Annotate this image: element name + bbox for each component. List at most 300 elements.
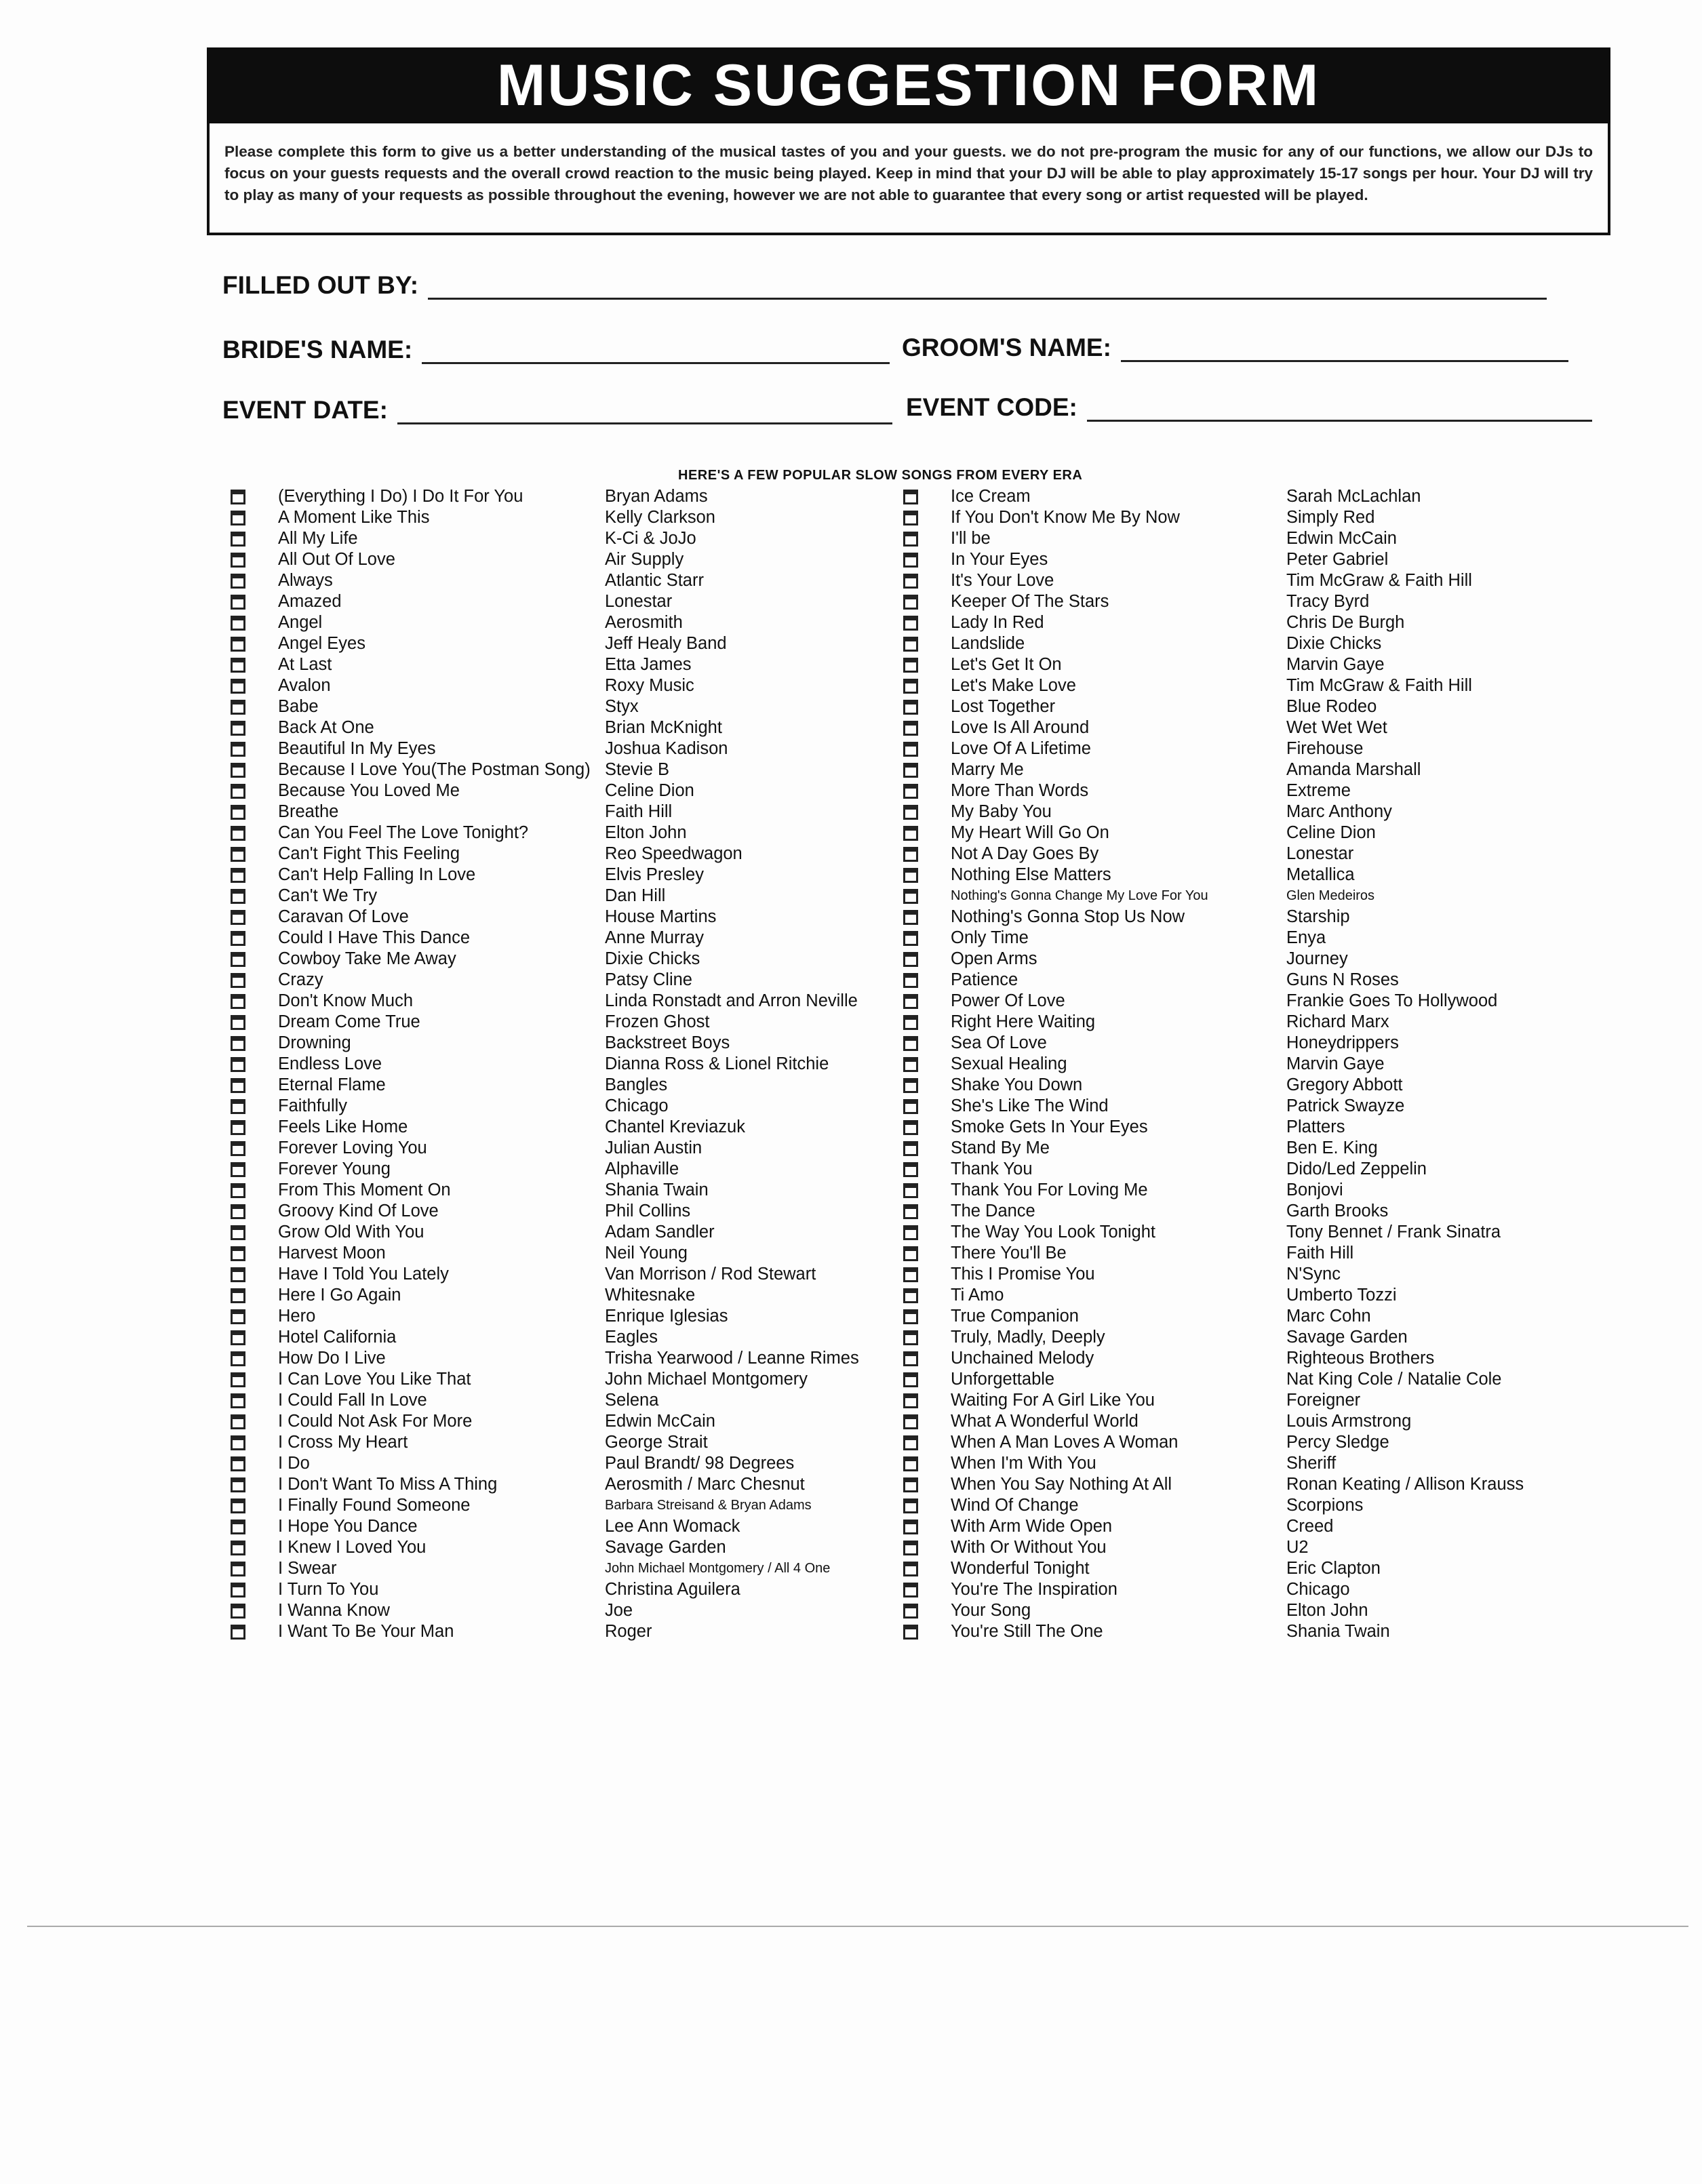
list-item <box>903 549 1568 570</box>
song-artist: Marvin Gaye <box>1286 1054 1385 1073</box>
checkbox[interactable] <box>231 973 245 988</box>
checkbox[interactable] <box>903 1541 918 1555</box>
checkbox[interactable] <box>903 1456 918 1471</box>
checkbox[interactable] <box>231 1036 245 1051</box>
song-title: Ice Cream <box>951 487 1031 506</box>
checkbox[interactable] <box>231 1393 245 1408</box>
checkbox[interactable] <box>231 1520 245 1534</box>
song-title: Avalon <box>278 676 331 695</box>
grooms-name-field[interactable] <box>902 334 1568 362</box>
checkbox[interactable] <box>231 1625 245 1640</box>
song-title: Stand By Me <box>951 1138 1050 1157</box>
song-artist: Alphaville <box>605 1159 679 1178</box>
checkbox[interactable] <box>903 511 918 525</box>
song-artist: Nat King Cole / Natalie Cole <box>1286 1370 1502 1389</box>
list-item <box>231 1243 895 1264</box>
checkbox[interactable] <box>903 826 918 841</box>
checkbox[interactable] <box>231 490 245 504</box>
list-item <box>903 886 1568 907</box>
checkbox[interactable] <box>231 847 245 862</box>
list-item <box>903 1621 1568 1642</box>
song-artist: K-Ci & JoJo <box>605 529 696 548</box>
checkbox[interactable] <box>903 1414 918 1429</box>
list-item <box>903 1537 1568 1558</box>
brides-name-line[interactable] <box>422 355 890 364</box>
song-title: Nothing's Gonna Change My Love For You <box>951 888 1208 903</box>
song-artist: Garth Brooks <box>1286 1202 1389 1220</box>
checkbox[interactable] <box>231 1141 245 1156</box>
list-item <box>903 780 1568 801</box>
checkbox[interactable] <box>903 742 918 757</box>
song-title: From This Moment On <box>278 1180 451 1199</box>
song-title: Your Song <box>951 1601 1031 1620</box>
list-item <box>903 633 1568 654</box>
song-title: I Want To Be Your Man <box>278 1622 454 1641</box>
song-title: Caravan Of Love <box>278 907 409 926</box>
checkbox[interactable] <box>231 910 245 925</box>
checkbox[interactable] <box>231 511 245 525</box>
list-heading: HERE'S A FEW POPULAR SLOW SONGS FROM EVERY ERA <box>678 468 1083 483</box>
song-title: Could I Have This Dance <box>278 928 471 947</box>
checkbox[interactable] <box>903 637 918 652</box>
song-artist: Marvin Gaye <box>1286 655 1385 674</box>
list-item <box>903 801 1568 822</box>
checkbox[interactable] <box>231 784 245 799</box>
list-item <box>231 928 895 949</box>
checkbox[interactable] <box>231 1414 245 1429</box>
checkbox[interactable] <box>903 868 918 883</box>
list-item <box>231 843 895 865</box>
checkbox[interactable] <box>231 1204 245 1219</box>
checkbox[interactable] <box>231 1015 245 1030</box>
song-title: Thank You For Loving Me <box>951 1180 1148 1199</box>
list-item <box>903 1096 1568 1117</box>
checkbox[interactable] <box>903 1078 918 1093</box>
checkbox[interactable] <box>903 1435 918 1450</box>
filled-out-by-line[interactable] <box>428 291 1547 300</box>
checkbox[interactable] <box>903 973 918 988</box>
song-artist: Brian McKnight <box>605 718 722 737</box>
checkbox[interactable] <box>903 1604 918 1619</box>
checkbox[interactable] <box>231 1246 245 1261</box>
song-artist: Tim McGraw & Faith Hill <box>1286 676 1472 695</box>
song-title: I Cross My Heart <box>278 1433 408 1452</box>
song-title: Wonderful Tonight <box>951 1559 1090 1578</box>
list-item <box>231 1306 895 1327</box>
song-title: Only Time <box>951 928 1029 947</box>
song-title: Sexual Healing <box>951 1054 1067 1073</box>
checkbox[interactable] <box>231 721 245 736</box>
checkbox[interactable] <box>903 616 918 631</box>
song-title: With Arm Wide Open <box>951 1517 1113 1536</box>
song-title: What A Wonderful World <box>951 1412 1139 1431</box>
song-title: Dream Come True <box>278 1012 420 1031</box>
list-item <box>903 1411 1568 1432</box>
song-title: Hero <box>278 1307 316 1326</box>
song-artist: Chicago <box>605 1096 669 1115</box>
checkbox[interactable] <box>903 1204 918 1219</box>
checkbox[interactable] <box>231 574 245 589</box>
song-title: Here I Go Again <box>278 1286 401 1305</box>
list-item <box>903 654 1568 675</box>
intro-paragraph: Please complete this form to give us a better understanding of the musical tastes of you and your guests. we do not pre-program the music for any of our functions, we allow our DJs to focus on your guests requests and the overall crowd reaction to the music being played. Keep in mind that your DJ will be able to play approximately 15-17 songs per hour. Your DJ will try to play as many of your requests as possible throughout the evening, however we are not able to guarantee that every song or artist requested will be played. <box>207 123 1610 235</box>
list-item <box>903 1474 1568 1495</box>
list-item <box>231 1075 895 1096</box>
song-title: Forever Loving You <box>278 1138 427 1157</box>
checkbox[interactable] <box>231 1583 245 1597</box>
checkbox[interactable] <box>903 1330 918 1345</box>
list-item <box>903 507 1568 528</box>
song-title: Lady In Red <box>951 613 1044 632</box>
song-artist: Faith Hill <box>1286 1244 1354 1263</box>
song-title: Angel Eyes <box>278 634 365 653</box>
checkbox[interactable] <box>231 1120 245 1135</box>
list-item <box>231 1348 895 1369</box>
song-artist: House Martins <box>605 907 717 926</box>
song-artist: Louis Armstrong <box>1286 1412 1412 1431</box>
song-title: I Can Love You Like That <box>278 1370 471 1389</box>
song-title: Open Arms <box>951 949 1037 968</box>
song-title: Eternal Flame <box>278 1075 386 1094</box>
checkbox[interactable] <box>903 1015 918 1030</box>
checkbox[interactable] <box>903 1393 918 1408</box>
list-item <box>231 1558 895 1579</box>
list-item <box>231 1516 895 1537</box>
checkbox[interactable] <box>231 1267 245 1282</box>
checkbox[interactable] <box>231 616 245 631</box>
song-artist: Chantel Kreviazuk <box>605 1117 745 1136</box>
song-title: When A Man Loves A Woman <box>951 1433 1179 1452</box>
song-artist: Bangles <box>605 1075 668 1094</box>
footer-divider <box>27 1926 1688 1927</box>
song-artist: Atlantic Starr <box>605 571 704 590</box>
song-artist: Van Morrison / Rod Stewart <box>605 1265 816 1284</box>
checkbox[interactable] <box>903 574 918 589</box>
list-item <box>231 1285 895 1306</box>
song-title: Not A Day Goes By <box>951 844 1099 863</box>
list-item <box>903 570 1568 591</box>
list-item <box>231 1432 895 1453</box>
list-item <box>231 486 895 507</box>
checkbox[interactable] <box>903 1036 918 1051</box>
song-artist: N'Sync <box>1286 1265 1341 1284</box>
song-artist: Patsy Cline <box>605 970 692 989</box>
checkbox[interactable] <box>231 1330 245 1345</box>
song-artist: Etta James <box>605 655 692 674</box>
list-item <box>231 507 895 528</box>
checkbox[interactable] <box>231 1372 245 1387</box>
list-item <box>903 1600 1568 1621</box>
checkbox[interactable] <box>231 1183 245 1198</box>
checkbox[interactable] <box>231 1078 245 1093</box>
list-item <box>903 1222 1568 1243</box>
song-title: She's Like The Wind <box>951 1096 1109 1115</box>
list-item <box>231 865 895 886</box>
song-title: Nothing Else Matters <box>951 865 1111 884</box>
song-artist: Guns N Roses <box>1286 970 1399 989</box>
song-artist: Lee Ann Womack <box>605 1517 740 1536</box>
list-item <box>903 1306 1568 1327</box>
song-artist: Glen Medeiros <box>1286 888 1375 903</box>
grooms-name-line[interactable] <box>1121 353 1568 362</box>
checkbox[interactable] <box>903 1267 918 1282</box>
event-code-line[interactable] <box>1087 413 1592 422</box>
checkbox[interactable] <box>903 1520 918 1534</box>
song-title: My Baby You <box>951 802 1052 821</box>
checkbox[interactable] <box>903 784 918 799</box>
checkbox[interactable] <box>903 1625 918 1640</box>
list-item <box>231 907 895 928</box>
list-item <box>903 759 1568 780</box>
song-title: Nothing's Gonna Stop Us Now <box>951 907 1185 926</box>
song-artist: Bonjovi <box>1286 1180 1343 1199</box>
song-title: Marry Me <box>951 760 1024 779</box>
song-artist: Linda Ronstadt and Arron Neville <box>605 991 858 1010</box>
checkbox[interactable] <box>903 1288 918 1303</box>
checkbox[interactable] <box>231 952 245 967</box>
list-item <box>231 1054 895 1075</box>
event-date-line[interactable] <box>397 416 892 424</box>
song-title: I Don't Want To Miss A Thing <box>278 1475 498 1494</box>
list-item <box>903 1285 1568 1306</box>
song-title: Lost Together <box>951 697 1056 716</box>
checkbox[interactable] <box>231 1477 245 1492</box>
list-item <box>231 549 895 570</box>
checkbox[interactable] <box>903 490 918 504</box>
song-title: Because You Loved Me <box>278 781 460 800</box>
checkbox[interactable] <box>231 931 245 946</box>
song-artist: Frankie Goes To Hollywood <box>1286 991 1498 1010</box>
list-item <box>231 1222 895 1243</box>
checkbox[interactable] <box>903 805 918 820</box>
list-item <box>903 612 1568 633</box>
song-artist: Extreme <box>1286 781 1351 800</box>
list-item <box>231 675 895 696</box>
checkbox[interactable] <box>231 700 245 715</box>
song-title: Landslide <box>951 634 1025 653</box>
song-artist: Chris De Burgh <box>1286 613 1405 632</box>
list-item <box>903 486 1568 507</box>
song-title: Because I Love You(The Postman Song) <box>278 760 591 779</box>
list-item <box>231 1033 895 1054</box>
list-item <box>903 1180 1568 1201</box>
checkbox[interactable] <box>903 1583 918 1597</box>
checkbox[interactable] <box>231 1288 245 1303</box>
song-title: I'll be <box>951 529 991 548</box>
checkbox[interactable] <box>231 595 245 610</box>
list-item <box>231 949 895 970</box>
checkbox[interactable] <box>903 1099 918 1114</box>
song-artist: George Strait <box>605 1433 708 1452</box>
song-title: Feels Like Home <box>278 1117 408 1136</box>
list-item <box>903 865 1568 886</box>
checkbox[interactable] <box>903 679 918 694</box>
song-title: I Finally Found Someone <box>278 1496 471 1515</box>
checkbox[interactable] <box>903 1246 918 1261</box>
song-artist: Bryan Adams <box>605 487 708 506</box>
checkbox[interactable] <box>231 1604 245 1619</box>
list-item <box>903 1579 1568 1600</box>
checkbox[interactable] <box>231 679 245 694</box>
song-artist: Honeydrippers <box>1286 1033 1399 1052</box>
list-item <box>903 1201 1568 1222</box>
song-artist: Marc Anthony <box>1286 802 1392 821</box>
song-artist: Gregory Abbott <box>1286 1075 1403 1094</box>
song-title: All My Life <box>278 529 358 548</box>
song-title: I Knew I Loved You <box>278 1538 427 1557</box>
checkbox[interactable] <box>231 742 245 757</box>
song-artist: Eric Clapton <box>1286 1559 1381 1578</box>
song-title: Have I Told You Lately <box>278 1265 449 1284</box>
song-artist: Paul Brandt/ 98 Degrees <box>605 1454 795 1473</box>
checkbox[interactable] <box>903 721 918 736</box>
list-item <box>231 1621 895 1642</box>
checkbox[interactable] <box>903 1183 918 1198</box>
song-title: At Last <box>278 655 332 674</box>
song-title: Back At One <box>278 718 374 737</box>
checkbox[interactable] <box>231 1162 245 1177</box>
checkbox[interactable] <box>231 1562 245 1576</box>
checkbox[interactable] <box>231 1057 245 1072</box>
list-item <box>231 570 895 591</box>
checkbox[interactable] <box>231 658 245 673</box>
song-title: I Do <box>278 1454 310 1473</box>
song-title: All Out Of Love <box>278 550 395 569</box>
song-artist: John Michael Montgomery / All 4 One <box>605 1561 831 1576</box>
list-item <box>903 928 1568 949</box>
song-artist: Kelly Clarkson <box>605 508 715 527</box>
left-song-column <box>231 486 895 1642</box>
list-item <box>903 1117 1568 1138</box>
right-song-column <box>903 486 1568 1642</box>
song-artist: Patrick Swayze <box>1286 1096 1405 1115</box>
checkbox[interactable] <box>231 1351 245 1366</box>
checkbox[interactable] <box>231 868 245 883</box>
checkbox[interactable] <box>903 931 918 946</box>
list-item <box>903 1012 1568 1033</box>
list-item <box>231 1537 895 1558</box>
checkbox[interactable] <box>903 1225 918 1240</box>
checkbox[interactable] <box>903 1141 918 1156</box>
filled-out-by-field[interactable] <box>222 271 1547 300</box>
checkbox[interactable] <box>903 763 918 778</box>
song-title: Harvest Moon <box>278 1244 386 1263</box>
checkbox[interactable] <box>903 1057 918 1072</box>
song-title: The Dance <box>951 1202 1035 1220</box>
list-item <box>903 696 1568 717</box>
checkbox[interactable] <box>903 847 918 862</box>
list-item <box>231 1180 895 1201</box>
checkbox[interactable] <box>231 826 245 841</box>
checkbox[interactable] <box>903 1477 918 1492</box>
list-item <box>231 759 895 780</box>
checkbox[interactable] <box>231 1541 245 1555</box>
event-date-field[interactable] <box>222 396 892 424</box>
checkbox[interactable] <box>903 553 918 568</box>
song-title: It's Your Love <box>951 571 1054 590</box>
checkbox[interactable] <box>903 889 918 904</box>
checkbox[interactable] <box>903 532 918 547</box>
song-title: I Could Fall In Love <box>278 1391 427 1410</box>
song-artist: Shania Twain <box>605 1180 709 1199</box>
list-item <box>903 1264 1568 1285</box>
checkbox[interactable] <box>231 1225 245 1240</box>
song-artist: Metallica <box>1286 865 1355 884</box>
checkbox[interactable] <box>231 1435 245 1450</box>
song-artist: Lonestar <box>605 592 673 611</box>
list-item <box>231 1159 895 1180</box>
brides-name-field[interactable] <box>222 336 890 364</box>
song-title: Grow Old With You <box>278 1223 424 1242</box>
checkbox[interactable] <box>903 595 918 610</box>
checkbox[interactable] <box>903 658 918 673</box>
song-title: Patience <box>951 970 1018 989</box>
list-item <box>903 1159 1568 1180</box>
checkbox[interactable] <box>231 805 245 820</box>
checkbox[interactable] <box>231 763 245 778</box>
song-artist: Tim McGraw & Faith Hill <box>1286 571 1472 590</box>
checkbox[interactable] <box>231 889 245 904</box>
song-artist: Roxy Music <box>605 676 694 695</box>
checkbox[interactable] <box>903 1372 918 1387</box>
list-item <box>903 1495 1568 1516</box>
song-artist: Styx <box>605 697 639 716</box>
checkbox[interactable] <box>231 1099 245 1114</box>
song-title: Angel <box>278 613 323 632</box>
list-item <box>903 1054 1568 1075</box>
song-title: How Do I Live <box>278 1349 386 1368</box>
song-title: Smoke Gets In Your Eyes <box>951 1117 1148 1136</box>
song-artist: Aerosmith / Marc Chesnut <box>605 1475 805 1494</box>
song-artist: Tony Bennet / Frank Sinatra <box>1286 1223 1501 1242</box>
checkbox[interactable] <box>903 1351 918 1366</box>
checkbox[interactable] <box>231 1456 245 1471</box>
song-artist: Dido/Led Zeppelin <box>1286 1159 1427 1178</box>
song-title: You're The Inspiration <box>951 1580 1117 1599</box>
checkbox[interactable] <box>231 532 245 547</box>
checkbox[interactable] <box>903 910 918 925</box>
checkbox[interactable] <box>231 994 245 1009</box>
checkbox[interactable] <box>903 1162 918 1177</box>
song-artist: Celine Dion <box>605 781 694 800</box>
checkbox[interactable] <box>903 1309 918 1324</box>
checkbox[interactable] <box>231 553 245 568</box>
song-title: A Moment Like This <box>278 508 430 527</box>
checkbox[interactable] <box>231 637 245 652</box>
list-item <box>903 1327 1568 1348</box>
checkbox[interactable] <box>903 1120 918 1135</box>
checkbox[interactable] <box>231 1498 245 1513</box>
list-item <box>231 1264 895 1285</box>
song-artist: Dixie Chicks <box>605 949 700 968</box>
song-title: Beautiful In My Eyes <box>278 739 436 758</box>
song-artist: Righteous Brothers <box>1286 1349 1435 1368</box>
song-artist: Enrique Iglesias <box>605 1307 728 1326</box>
song-title: Crazy <box>278 970 323 989</box>
checkbox[interactable] <box>903 700 918 715</box>
checkbox[interactable] <box>903 1498 918 1513</box>
song-artist: Dixie Chicks <box>1286 634 1382 653</box>
checkbox[interactable] <box>903 1562 918 1576</box>
list-item <box>231 1390 895 1411</box>
list-item <box>231 1096 895 1117</box>
checkbox[interactable] <box>903 994 918 1009</box>
checkbox[interactable] <box>231 1309 245 1324</box>
song-title: Hotel California <box>278 1328 397 1347</box>
song-artist: Blue Rodeo <box>1286 697 1377 716</box>
event-code-field[interactable] <box>906 393 1592 422</box>
checkbox[interactable] <box>903 952 918 967</box>
